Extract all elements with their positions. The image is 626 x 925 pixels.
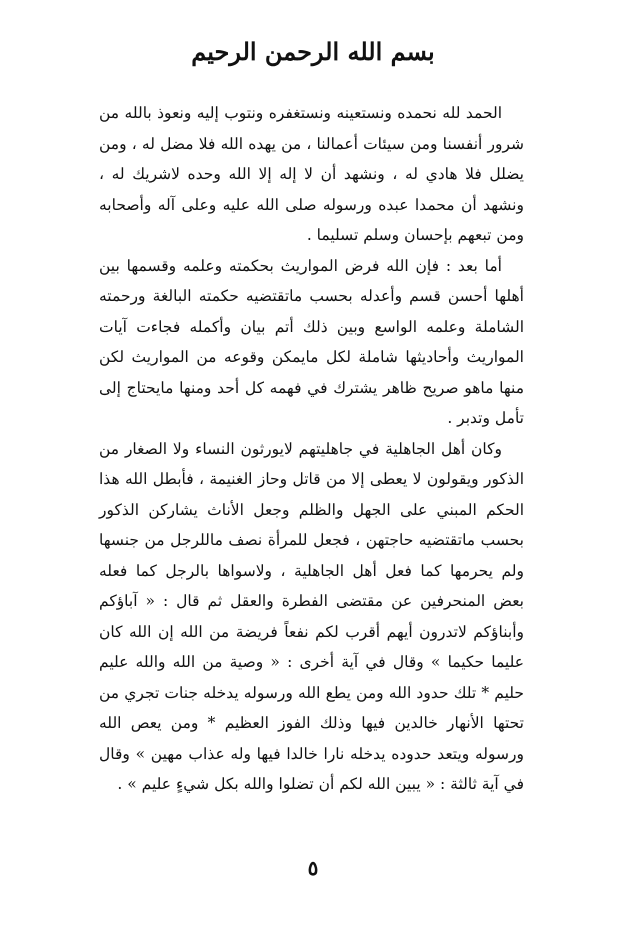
paragraph-opening-praise: الحمد لله نحمده ونستعينه ونستغفره ونتوب إليه ونعوذ بالله من شرور أنفسنا ومن سيئات أعمالنا ، من يهده الله فلا مضل له ، ومن يضلل فلا هادي له ، ونشهد أن لا إله إلا الله وحده لاشريك له ، ونشهد أن محمدا عبده ورسوله صلى الله عليه وعلى آله وأصحابه ومن تبعهم بإحسان وسلم تسليما . xyxy=(99,104,524,244)
page-title: بسم الله الرحمن الرحيم xyxy=(191,37,435,66)
body-text xyxy=(99,98,524,800)
page-number: ٥ xyxy=(307,856,319,880)
paragraph-inheritance-wisdom: أما بعد : فإن الله فرض المواريث بحكمته وعلمه وقسمها بين أهلها أحسن قسم وأعدله بحسب ماتقتضيه حكمته البالغة ورحمته الشاملة وعلمه الواسع وبين ذلك أتم بيان وأكمله فجاءت آيات المواريث وأحاديثها شاملة لكل مايمكن وقوعه من المواريث لكن منها ماهو صريح ظاهر يشترك في فهمه كل أحد ومنها مايحتاج إلى تأمل وتدبر . xyxy=(99,256,524,427)
paragraph-jahiliyyah: وكان أهل الجاهلية في جاهليتهم لايورثون النساء ولا الصغار من الذكور ويقولون لا يعطى إلا من قاتل وحاز الغنيمة ، فأبطل الله هذا الحكم المبني على الجهل والظلم وجعل الأناث يشاركن الذكور بحسب ماتقتضيه حاجتهن ، فجعل للمرأة نصف ماللرجل من جنسها ولم يحرمها كما فعل أهل الجاهلية ، ولاسواها بالرجل كما فعله بعض المنحرفين عن مقتضى الفطرة والعقل ثم قال : « آباؤكم وأبناؤكم لاتدرون أيهم أقرب لكم نفعاً فريضة من الله إن الله كان عليما حكيما » وقال في آية أخرى : « وصية من الله والله عليم حليم * تلك حدود الله ومن يطع الله ورسوله يدخله جنات تجري من تحتها الأنهار خالدين فيها وذلك الفوز العظيم * ومن يعص الله ورسوله ويتعد حدوده يدخله نارا خالدا فيها وله عذاب مهين » وقال في آية ثالثة : « يبين الله لكم أن تضلوا والله بكل شيءٍ عليم » . xyxy=(99,439,524,793)
